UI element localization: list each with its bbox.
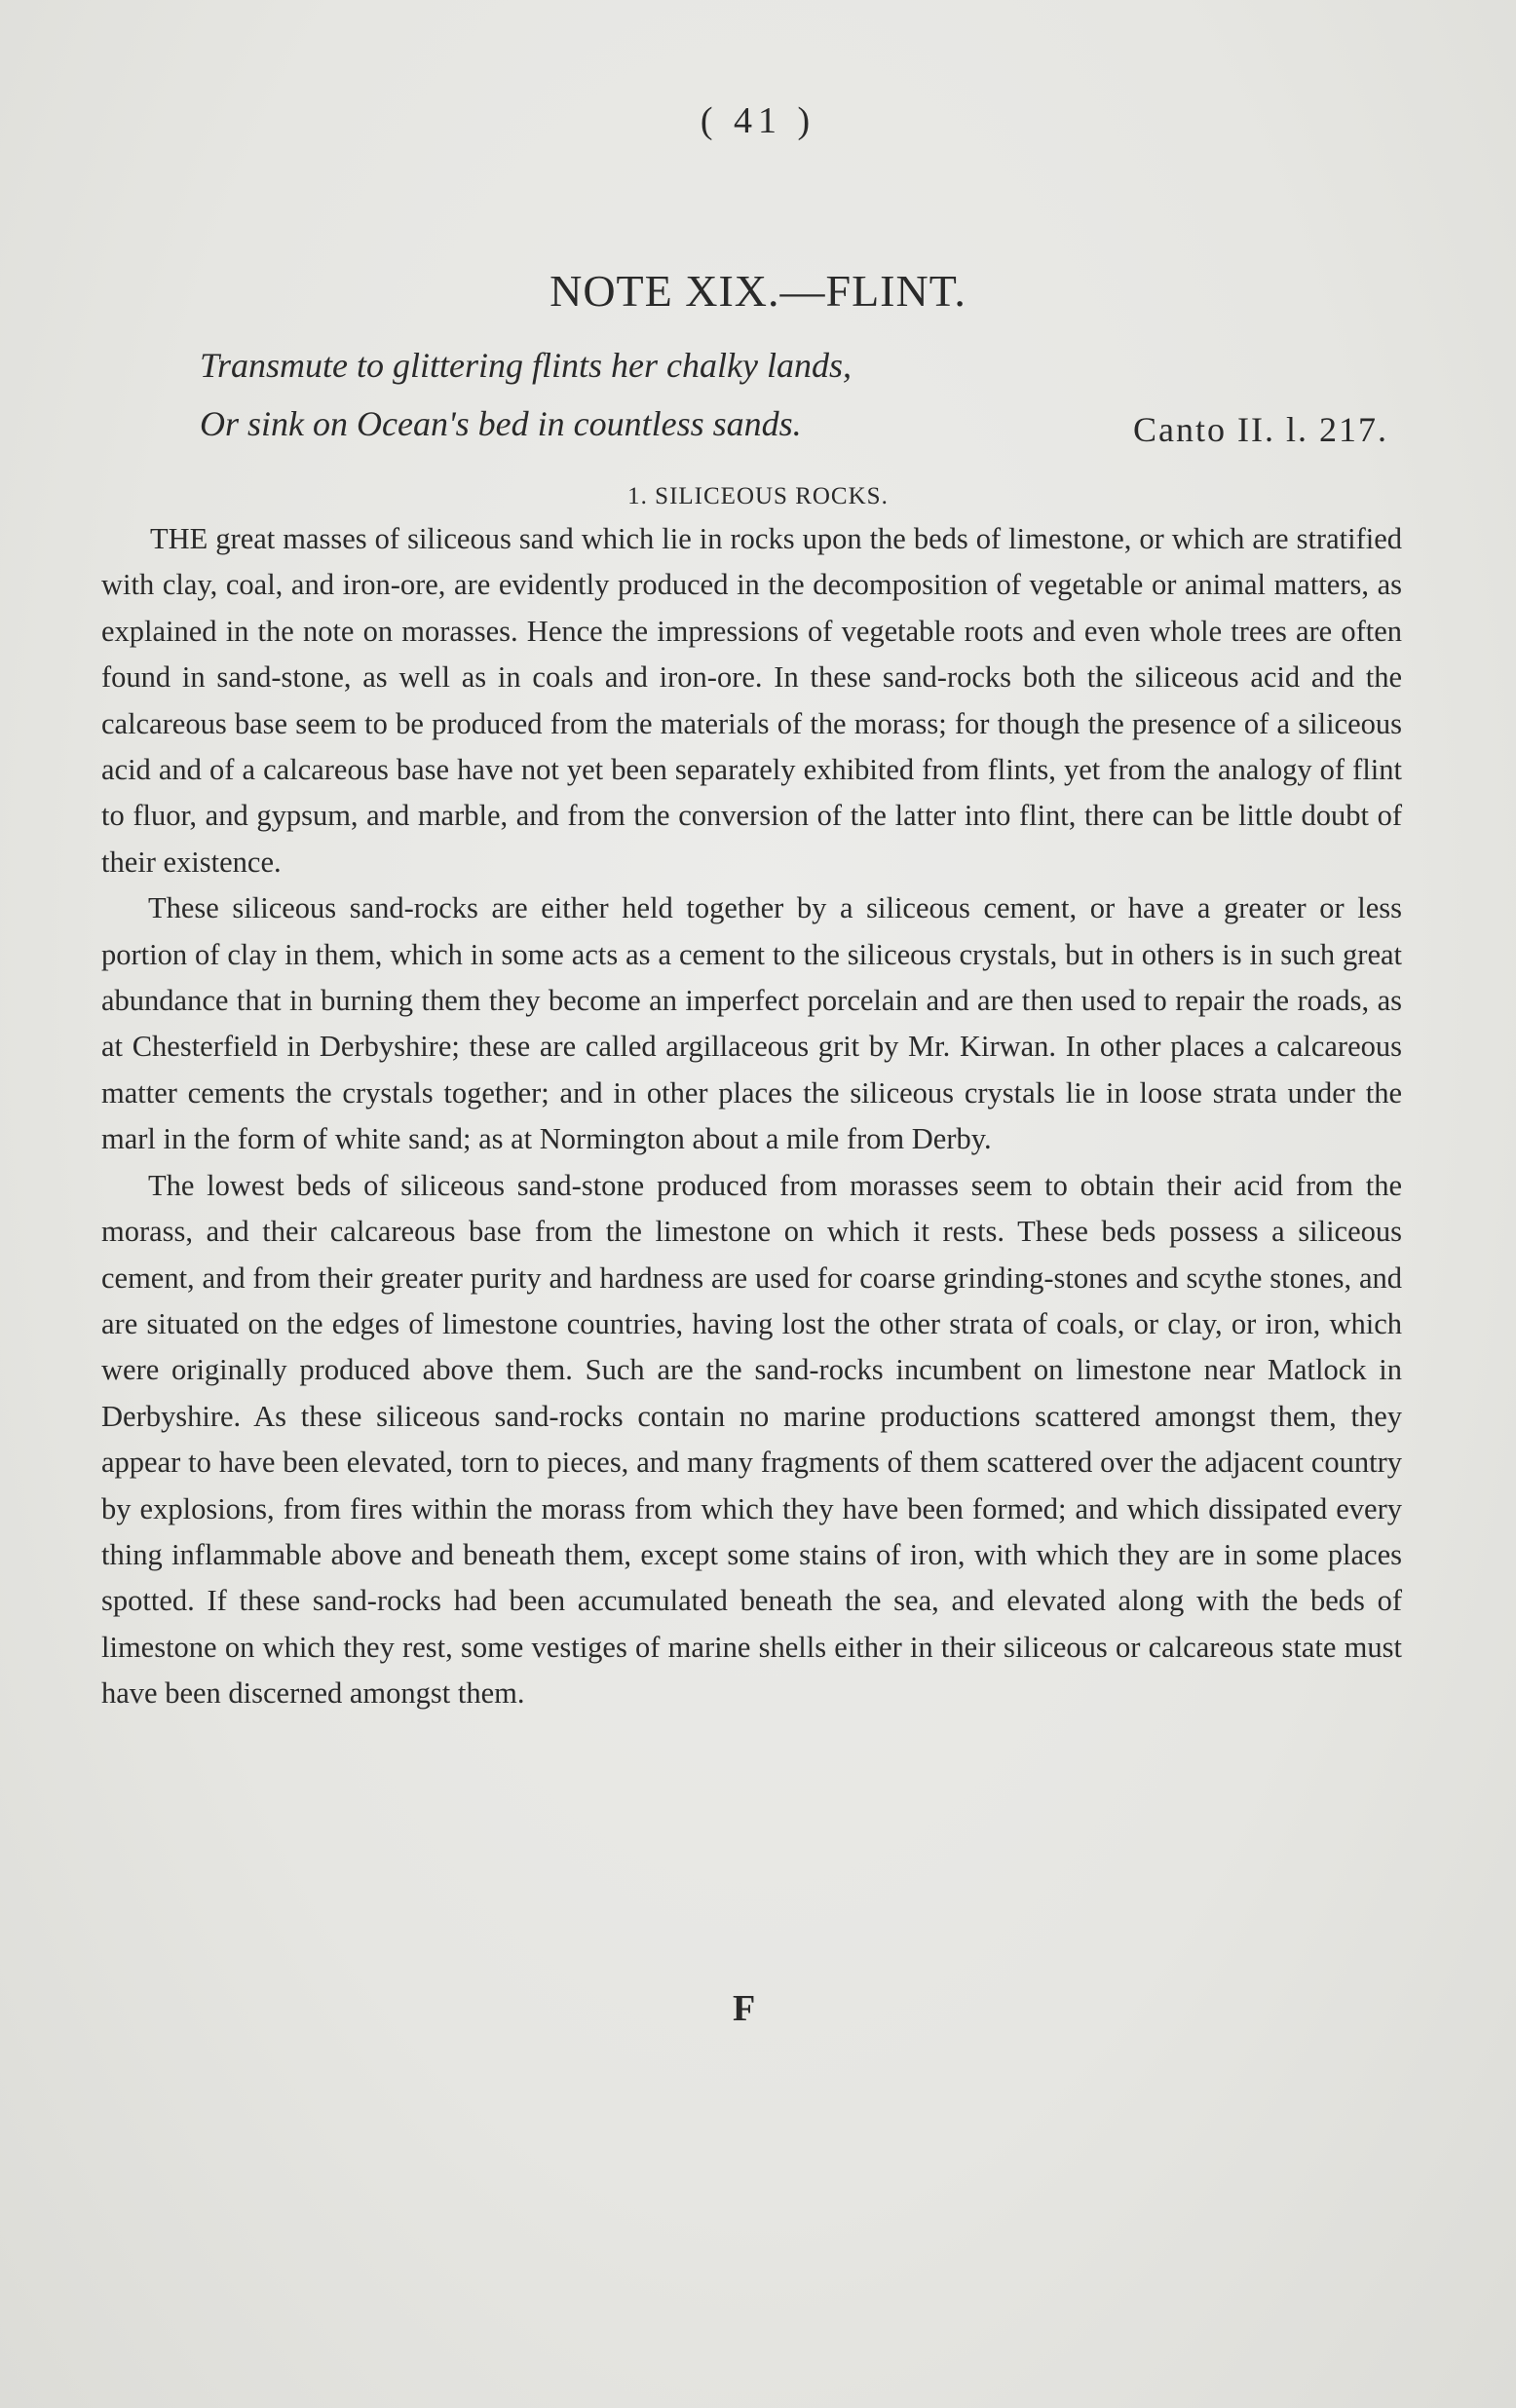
paragraph-3: The lowest beds of siliceous sand-stone produced from morasses seem to obtain their acid from the morass, and their calcareous base from the limestone on which it rests. These beds possess a siliceous cement, and from their greater purity and hardness are used for coarse grinding-stones and scythe stones, and are situated on the edges of limestone countries, having lost the other strata of coals, or clay, or iron, which were originally produced above them. Such are the sand-rocks incumbent on limestone near Matlock in Derbyshire. As these siliceous sand-rocks contain no marine productions scattered amongst them, they appear to have been elevated, torn to pieces, and many fragments of them scattered over the adjacent country by explosions, from fires within the morass from which they have been formed; and which dissipated every thing inflammable above and beneath them, except some stains of iron, with which they are in some places spotted. If these sand-rocks had been accumulated beneath the sea, and elevated along with the beds of limestone on which they rest, some vestiges of marine shells either in their siliceous or calcareous state must have been discerned amongst them. [101,1168,1402,1711]
page-number: ( 41 ) [700,100,816,141]
section-heading: 1. SILICEOUS ROCKS. [627,483,889,509]
signature-mark: F [733,1988,756,2029]
canto-reference: Canto II. l. 217. [1133,410,1388,449]
epigraph-line-2: Or sink on Ocean's bed in countless sands. [200,404,802,443]
paragraph-1: THE great masses of siliceous sand which lie in rocks upon the beds of limestone, or which are stratified with clay, coal, and iron-ore, are evidently produced in the decomposition of vegetable or animal matters, as explained in the note on morasses. Hence the impressions of vegetable roots and even whole trees are often found in sand-stone, as well as in coals and iron-ore. In these sand-rocks both the siliceous acid and the calcareous base seem to be produced from the materials of the morass; for though the presence of a siliceous acid and of a calcareous base have not yet been separately exhibited from flints, yet from the analogy of flint to fluor, and gypsum, and marble, and from the conversion of the latter into flint, there can be little doubt of their existence. [101,522,1402,879]
epigraph-line-1: Transmute to glittering flints her chalky lands, [200,346,852,385]
body-text [101,516,1402,1717]
note-title: NOTE XIX.—FLINT. [550,266,966,316]
paragraph-2: These siliceous sand-rocks are either held together by a siliceous cement, or have a greater or less portion of clay in them, which in some acts as a cement to the siliceous crystals, but in others is in such great abundance that in burning them they become an imperfect porcelain and are then used to repair the roads, as at Chesterfield in Derbyshire; these are called argillaceous grit by Mr. Kirwan. In other places a calcareous matter cements the crystals together; and in other places the siliceous crystals lie in loose strata under the marl in the form of white sand; as at Normington about a mile from Derby. [101,891,1402,1156]
